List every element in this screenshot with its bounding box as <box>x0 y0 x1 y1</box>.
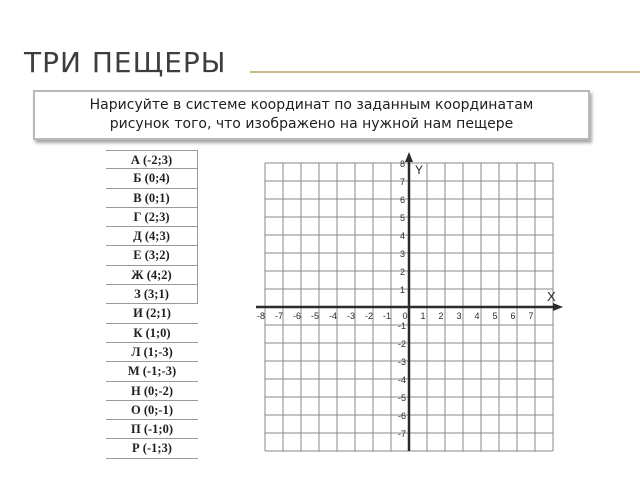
point-row: И (2;1) <box>106 304 198 323</box>
x-tick-label: 1 <box>420 311 426 321</box>
x-tick-label: 2 <box>438 311 444 321</box>
point-row: Р (-1;3) <box>106 439 198 458</box>
x-tick-label: -1 <box>382 311 392 321</box>
x-tick-label: 0 <box>402 311 408 321</box>
coordinate-grid <box>250 148 556 458</box>
point-row: Б (0;4) <box>106 169 198 188</box>
x-axis-arrow <box>553 303 563 311</box>
y-tick-label: 6 <box>399 195 405 205</box>
y-tick-label: 4 <box>399 231 405 241</box>
x-tick-label: 6 <box>510 311 516 321</box>
y-tick-label: 2 <box>399 267 405 277</box>
y-tick-label: -5 <box>397 393 406 403</box>
y-tick-label: -7 <box>397 429 406 439</box>
x-tick-label: -2 <box>364 311 374 321</box>
x-tick-label: 5 <box>492 311 498 321</box>
x-tick-label: -3 <box>346 311 356 321</box>
x-tick-label: -8 <box>256 311 266 321</box>
point-row: Н (0;-2) <box>106 382 198 401</box>
point-row: Д (4;3) <box>106 227 198 246</box>
point-row: Г (2;3) <box>106 208 198 227</box>
y-tick-label: -1 <box>397 321 406 331</box>
x-tick-label: 7 <box>528 311 534 321</box>
point-row: О (0;-1) <box>106 401 198 420</box>
instruction-line-1: Нарисуйте в системе координат по заданным координатам <box>89 97 534 113</box>
point-row: П (-1;0) <box>106 420 198 439</box>
y-tick-label: 5 <box>399 213 405 223</box>
y-tick-label: -4 <box>397 375 406 385</box>
y-tick-label: -3 <box>397 357 406 367</box>
point-row: М (-1;-3) <box>106 362 198 381</box>
x-tick-label: -4 <box>328 311 338 321</box>
x-tick-label: -6 <box>292 311 302 321</box>
instruction-line-2: рисунок того, что изображено на нужной нам пещере <box>109 116 514 132</box>
x-tick-label: -5 <box>310 311 320 321</box>
y-tick-label: -6 <box>397 411 406 421</box>
y-tick-label: 3 <box>399 249 405 259</box>
title-underline <box>250 71 640 73</box>
points-table <box>106 150 198 459</box>
x-axis-label: X <box>547 289 556 304</box>
y-tick-label: 8 <box>399 159 405 169</box>
y-tick-label: -2 <box>397 339 406 349</box>
point-row: К (1;0) <box>106 324 198 343</box>
point-row: В (0;1) <box>106 189 198 208</box>
instruction-box <box>33 90 590 140</box>
point-row: З (3;1) <box>106 285 198 304</box>
slide-title: ТРИ ПЕЩЕРЫ <box>24 46 227 79</box>
x-tick-label: -7 <box>274 311 284 321</box>
point-row: Е (3;2) <box>106 246 198 265</box>
y-axis-arrow <box>405 152 413 162</box>
point-row: А (-2;3) <box>106 150 198 169</box>
y-axis-label: Y <box>415 163 424 177</box>
point-row: Ж (4;2) <box>106 266 198 285</box>
y-tick-label: 7 <box>399 177 405 187</box>
x-tick-label: 3 <box>456 311 462 321</box>
y-tick-label: 1 <box>399 285 405 295</box>
x-tick-label: 4 <box>474 311 480 321</box>
point-row: Л (1;-3) <box>106 343 198 362</box>
